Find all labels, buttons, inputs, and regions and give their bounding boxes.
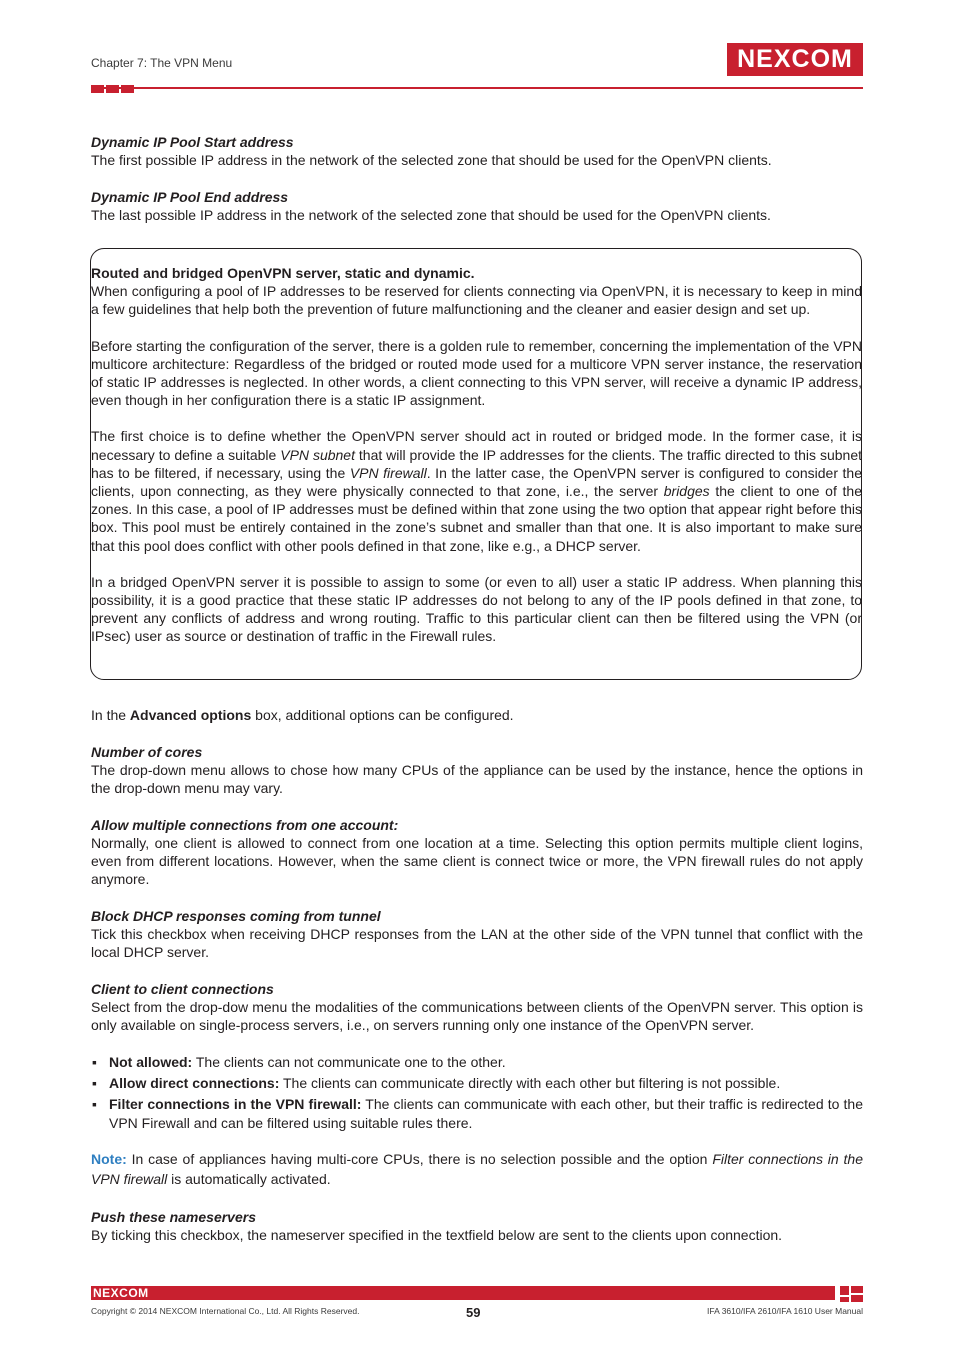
- page-number: 59: [466, 1305, 481, 1320]
- section-block-dhcp: [91, 907, 863, 961]
- section-title: Dynamic IP Pool Start address: [91, 134, 294, 150]
- footer-accent-block: [840, 1297, 849, 1302]
- section-title: Allow multiple connections from one account:: [91, 817, 399, 833]
- info-box-paragraph: The first choice is to define whether the OpenVPN server should act in routed or bridged mode. In the former case, it is necessary to define a suitable VPN subnet that will provide the IP addresses for the clients. The traffic directed to this subnet has to be filtered, if necessary, using the VPN firewall. In the latter case, the OpenVPN server is configured to consider the clients, upon connecting, as they were physically connected to that zone, i.e., the server bridges the client to one of the zones. In this case, a pool of IP addresses must be defined within that zone using the two option that appear right before this box. This pool must be entirely contained in the zone’s subnet and smaller than that one. It is also important to make sure that this pool does conflict with other pools defined in that zone, like e.g., a DHCP server.: [91, 428, 863, 554]
- section-multiple-connections: [91, 816, 863, 888]
- note-label: Note:: [91, 1151, 127, 1167]
- info-box-paragraph: In a bridged OpenVPN server it is possible to assign to some (or even to all) user a static IP address. When planning this possibility, it is a good practice that these static IP addresses do not belong to any of the IP pools defined in that zone, to prevent any conflicts of address and wrong routing. Traffic to this particular client can then be filtered using the VPN (or IPsec) user as source or destination of traffic in the Firewall rules.: [91, 573, 862, 645]
- footer-accent-block: [851, 1286, 863, 1293]
- section-body: Normally, one client is allowed to connect from one location at a time. Selecting this option permits multiple client logins, even from different locations. However, when the same client is connect twice or more, the VPN firewall rules do not apply anymore.: [91, 835, 863, 887]
- section-push-nameservers: [91, 1208, 863, 1244]
- nexcom-logo: NEXCOM: [727, 43, 863, 76]
- chapter-title: Chapter 7: The VPN Menu: [91, 56, 233, 70]
- header-rule: [91, 87, 863, 89]
- section-body: The drop-down menu allows to chose how many CPUs of the appliance can be used by the instance, hence the options in the drop-down menu may vary.: [91, 762, 863, 796]
- advanced-intro: In the Advanced options box, additional options can be configured.: [91, 707, 514, 723]
- section-title: Dynamic IP Pool End address: [91, 189, 289, 205]
- section-pool-end: [91, 188, 863, 224]
- section-title: Block DHCP responses coming from tunnel: [91, 908, 381, 924]
- section-client-to-client: [91, 980, 863, 1034]
- footer-accent-block: [840, 1286, 849, 1295]
- list-item: ▪ Allow direct connections: The clients can communicate directly with each other but filtering is not possible.: [92, 1075, 781, 1091]
- section-body: By ticking this checkbox, the nameserver specified in the textfield below are sent to the clients upon connection.: [91, 1227, 783, 1243]
- section-body: The last possible IP address in the network of the selected zone that should be used for the OpenVPN clients.: [91, 207, 771, 223]
- bullet-list: [91, 1053, 863, 1135]
- info-box: [91, 264, 862, 646]
- footer-bar: [91, 1286, 835, 1300]
- section-title: Number of cores: [91, 744, 203, 760]
- list-item: ▪ Filter connections in the VPN firewall: The clients can communicate with each other, but their traffic is redirected to the VPN Firewall and can be filtered using suitable rules there.: [92, 1096, 863, 1131]
- section-title: Push these nameservers: [91, 1209, 256, 1225]
- section-body: Tick this checkbox when receiving DHCP responses from the LAN at the other side of the VPN tunnel that conflict with the local DHCP server.: [91, 926, 863, 960]
- manual-title: IFA 3610/IFA 2610/IFA 1610 User Manual: [707, 1306, 863, 1316]
- note: Note: In case of appliances having multi-core CPUs, there is no selection possible and the option Filter connections in the VPN firewall is automatically activated.: [91, 1151, 863, 1187]
- section-body: The first possible IP address in the network of the selected zone that should be used for the OpenVPN clients.: [91, 152, 772, 168]
- copyright: Copyright © 2014 NEXCOM International Co., Ltd. All Rights Reserved.: [91, 1306, 360, 1316]
- footer-logo: NEXCOM: [93, 1286, 149, 1300]
- section-pool-start: [91, 133, 863, 169]
- section-title: Client to client connections: [91, 981, 274, 997]
- section-body: Select from the drop-dow menu the modalities of the communications between clients of the OpenVPN server. This option is only available on single-process servers, i.e., on servers running only one instance of the OpenVPN server.: [91, 999, 863, 1033]
- info-box-paragraph: Before starting the configuration of the server, there is a golden rule to remember, concerning the implementation of the VPN multicore architecture: Regardless of the bridged or routed mode used for a multicore VPN server instance, the reservation of static IP addresses is neglected. In other words, a client connecting to this VPN server, will receive a dynamic IP address, even though in her configuration there is a static IP assignment.: [91, 337, 862, 409]
- info-box-paragraph: When configuring a pool of IP addresses to be reserved for clients connecting via OpenVPN, it is necessary to keep in mind a few guidelines that help both the prevention of future malfunctioning and the cleaner and easier design and set up.: [91, 283, 862, 318]
- footer-accent-block: [851, 1295, 863, 1302]
- info-box-title: Routed and bridged OpenVPN server, static and dynamic.: [91, 265, 475, 281]
- section-number-of-cores: [91, 743, 863, 797]
- list-item: ▪ Not allowed: The clients can not communicate one to the other.: [92, 1054, 506, 1070]
